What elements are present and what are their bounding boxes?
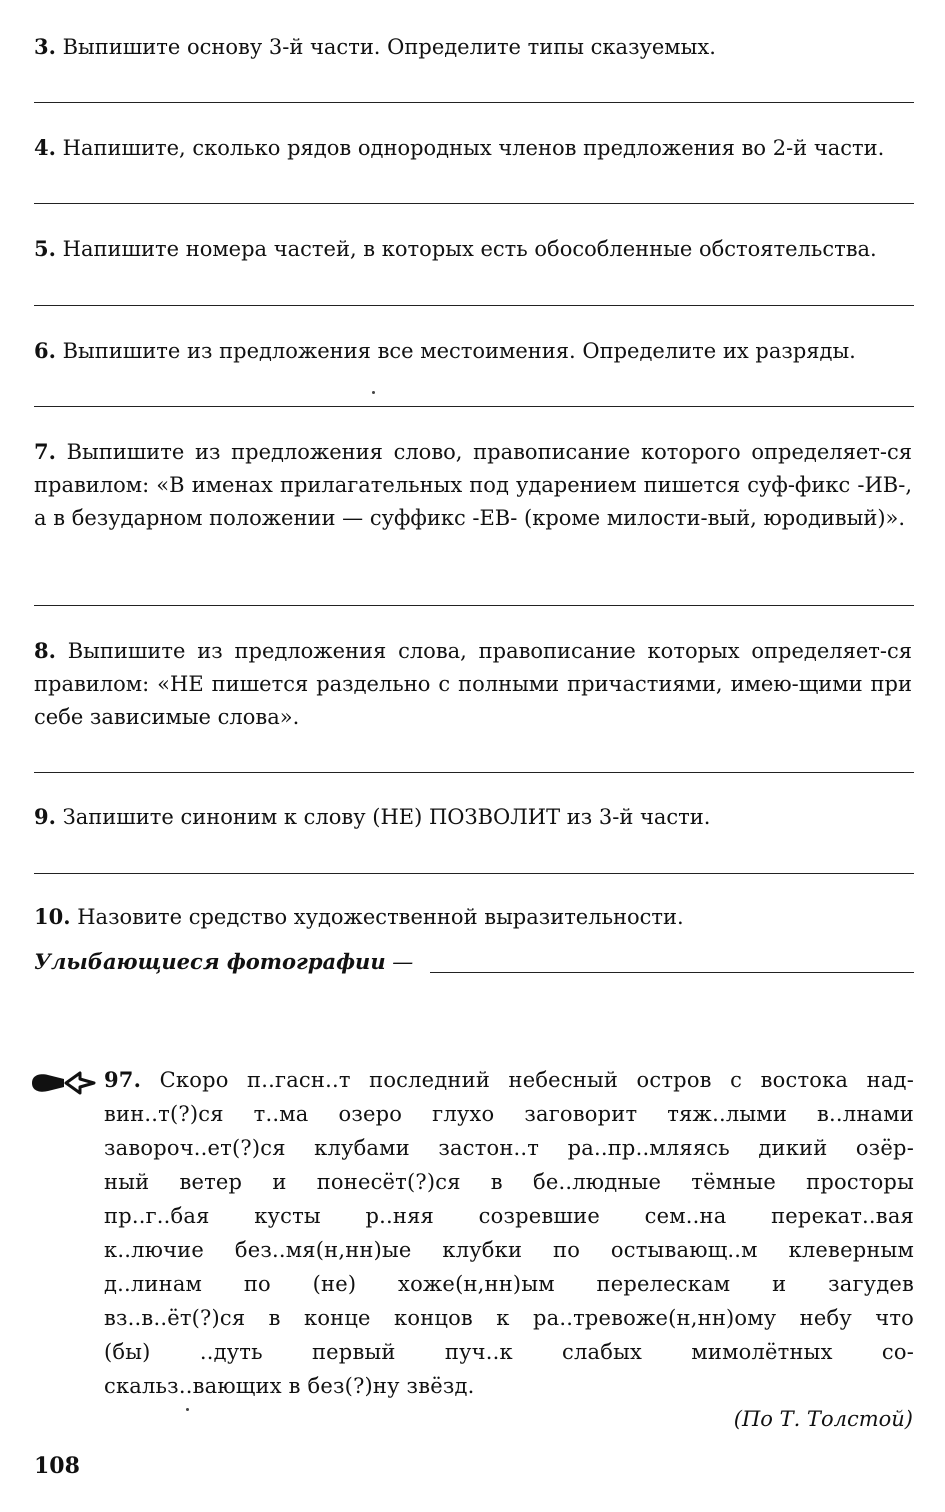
exercise-number: 97. [104, 1067, 142, 1092]
exercise-source: (По Т. Толстой) [733, 1407, 913, 1431]
question-number: 8. [34, 638, 56, 663]
exercise-line: ный ветер и понесёт(?)ся в бе..людные тёмные просторы [104, 1170, 914, 1194]
answer-line-9[interactable] [34, 873, 914, 874]
answer-line-10[interactable] [430, 972, 914, 973]
question-4 [34, 131, 912, 165]
exercise-line: скальз..вающих в без(?)ну звёзд. [104, 1374, 475, 1398]
question-3 [34, 30, 912, 64]
question-text: Назовите средство художественной выразительности. [77, 905, 684, 929]
question-number: 10. [34, 904, 71, 929]
phrase-prompt [34, 945, 413, 979]
question-number: 7. [34, 439, 56, 464]
answer-line-6[interactable] [34, 406, 914, 407]
exercise-line: д..линам по (не) хоже(н,нн)ым перелескам и загудев [104, 1272, 914, 1296]
exercise-line: (бы) ..дуть первый пуч..к слабых мимолётных со- [104, 1340, 914, 1364]
phrase-term: Улыбающиеся фотографии [34, 949, 386, 974]
exercise-marker-icon [30, 1068, 100, 1098]
question-8 [34, 634, 912, 734]
question-number: 4. [34, 135, 56, 160]
answer-line-4[interactable] [34, 203, 914, 204]
question-number: 3. [34, 34, 56, 59]
question-6 [34, 334, 912, 368]
question-text: Напишите, сколько рядов однородных членов предложения во 2-й части. [62, 136, 885, 160]
question-10 [34, 900, 912, 934]
speck [186, 1408, 189, 1411]
answer-line-3[interactable] [34, 102, 914, 103]
exercise-line [104, 1063, 914, 1097]
answer-line-8[interactable] [34, 772, 914, 773]
question-text: Выпишите из предложения слова, правописание которых определяет-ся правилом: «НЕ пишется раздельно с полными причастиями, имею-щими при себе зависимые слова». [34, 639, 912, 729]
exercise-line-text: Скоро п..гасн..т последний небесный остров с востока над- [159, 1068, 914, 1092]
exercise-line: вз..в..ёт(?)ся в конце концов к ра..тревоже(н,нн)ому небу что [104, 1306, 914, 1330]
question-number: 9. [34, 804, 56, 829]
question-text: Запишите синоним к слову (НЕ) ПОЗВОЛИТ из 3-й части. [62, 805, 711, 829]
page-number: 108 [34, 1453, 80, 1479]
answer-line-7[interactable] [34, 605, 914, 606]
question-7 [34, 435, 912, 535]
question-text: Выпишите из предложения все местоимения. Определите их разряды. [62, 339, 856, 363]
exercise-97-text [104, 1063, 914, 1403]
exercise-line: вин..т(?)ся т..ма озеро глухо заговорит тяж..лыми в..лнами [104, 1102, 914, 1126]
question-number: 6. [34, 338, 56, 363]
question-9 [34, 800, 912, 834]
answer-line-5[interactable] [34, 305, 914, 306]
exercise-line: пр..г..бая кусты р..няя созревшие сем..на перекат..вая [104, 1204, 914, 1228]
question-text: Выпишите из предложения слово, правописание которого определяет-ся правилом: «В именах прилагательных под ударением пишется суф-фикс -ИВ-, а в безударном положении — суффикс -ЕВ- (кроме милости-вый, юродивый)». [34, 440, 912, 530]
phrase-dash: — [385, 950, 414, 974]
exercise-line: к..лючие без..мя(н,нн)ые клубки по остывающ..м клеверным [104, 1238, 914, 1262]
speck [372, 391, 375, 394]
question-5 [34, 232, 912, 266]
question-text: Выпишите основу 3-й части. Определите типы сказуемых. [62, 35, 716, 59]
exercise-line: завороч..ет(?)ся клубами застон..т ра..пр..мляясь дикий озёр- [104, 1136, 914, 1160]
question-number: 5. [34, 236, 56, 261]
question-text: Напишите номера частей, в которых есть обособленные обстоятельства. [62, 237, 877, 261]
